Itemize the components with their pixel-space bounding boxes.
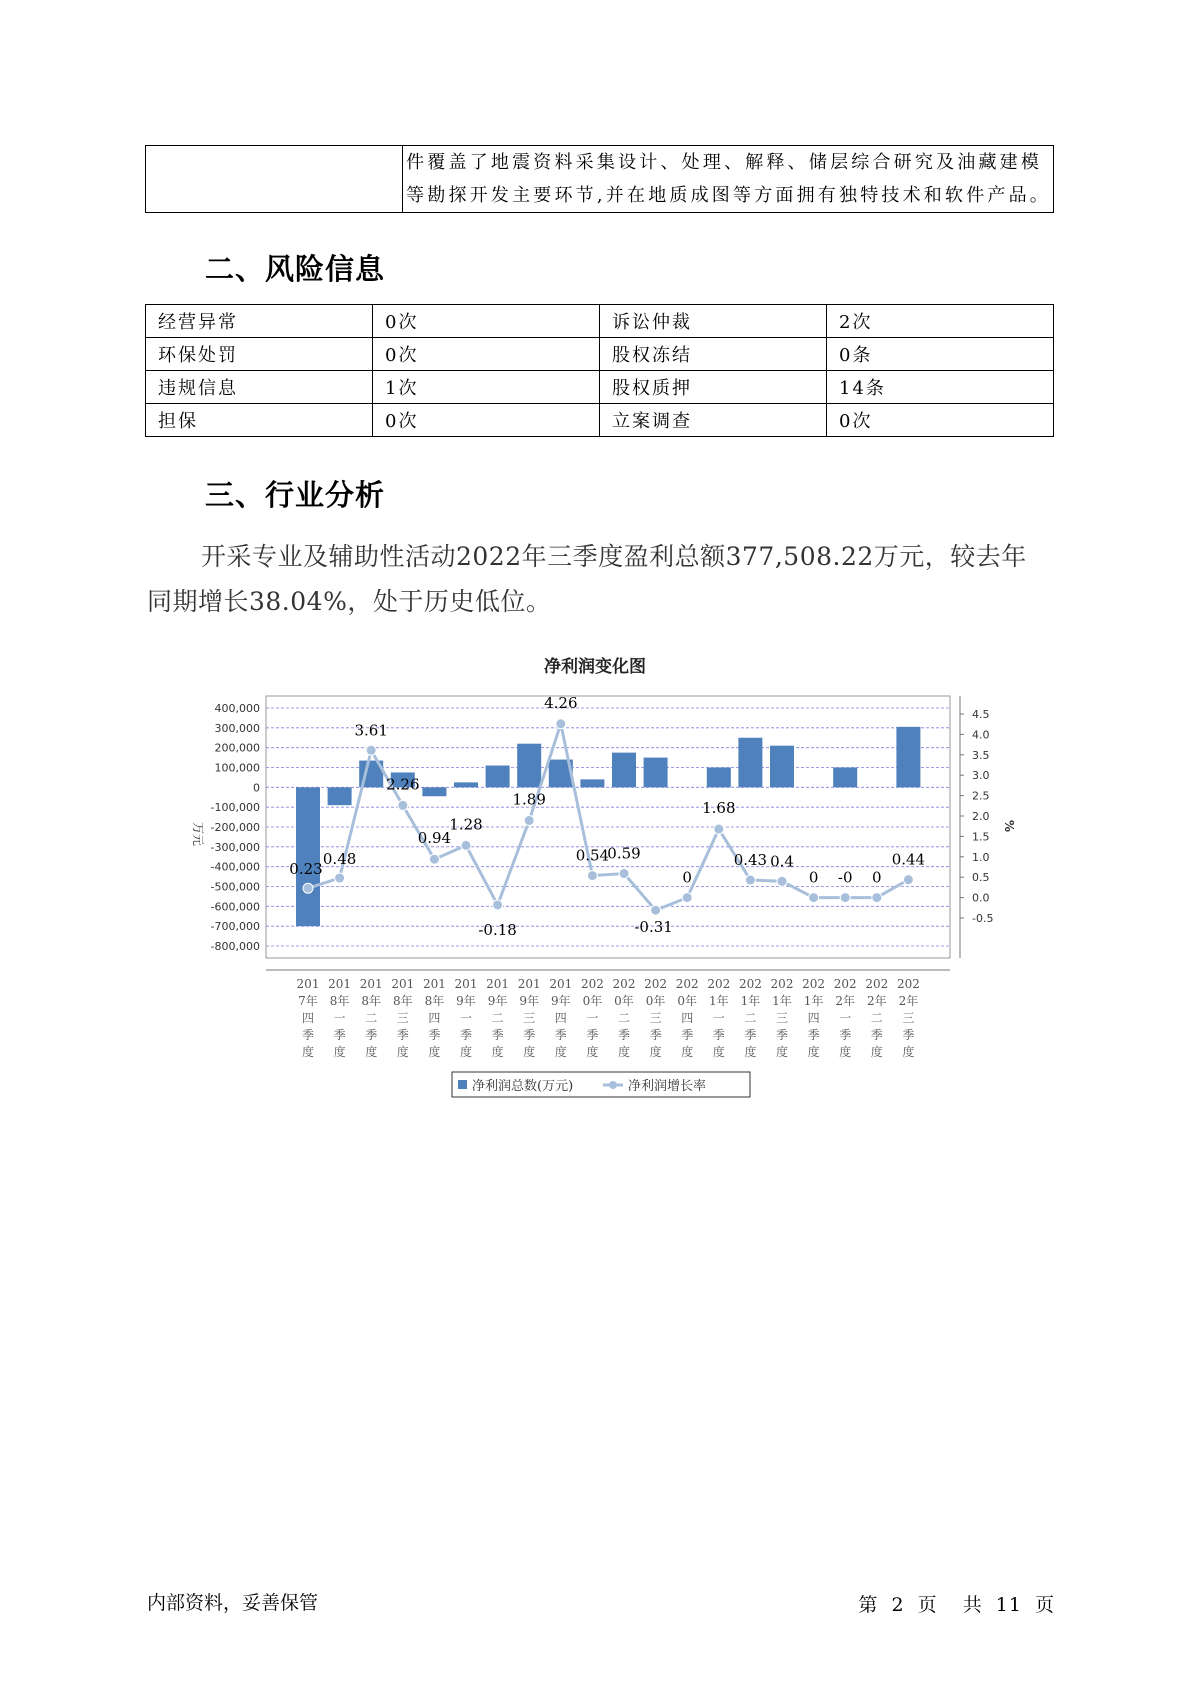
risk-value-cell: 2次: [827, 305, 1054, 338]
bar: [454, 782, 478, 787]
x-tick-label: 季: [491, 1028, 504, 1042]
x-tick-label: 度: [554, 1045, 567, 1059]
x-tick-label: 2年: [835, 994, 856, 1008]
x-tick-label: 202: [644, 977, 668, 991]
x-tick-label: 202: [707, 977, 731, 991]
growth-point: [777, 876, 787, 886]
page-label: 第: [858, 1594, 879, 1616]
x-tick-label: 季: [712, 1028, 725, 1042]
x-tick-label: 季: [459, 1028, 473, 1042]
growth-point: [429, 854, 439, 864]
x-tick-label: 9年: [550, 994, 571, 1008]
bar: [707, 768, 731, 788]
risk-key-cell: 股权质押: [600, 371, 827, 404]
legend-bar-swatch: [458, 1080, 467, 1089]
data-label: -0.18: [478, 920, 517, 939]
growth-point: [461, 840, 471, 850]
data-label: 0.59: [607, 844, 641, 863]
intro-table-text-cell: [403, 146, 1054, 213]
data-label: 0.44: [891, 850, 926, 869]
x-tick-label: 度: [586, 1045, 599, 1059]
x-tick-label: 7年: [298, 994, 318, 1008]
bar: [296, 787, 320, 926]
data-label: 1.68: [702, 799, 736, 818]
y-tick-right: 2.5: [972, 789, 990, 803]
x-tick-label: 二: [744, 1011, 757, 1025]
x-tick-label: 202: [865, 977, 889, 991]
x-tick-label: 三: [523, 1011, 536, 1025]
intro-table-empty-cell: [146, 146, 403, 213]
x-tick-label: 一: [712, 1011, 725, 1025]
data-label: 0.4: [770, 852, 794, 871]
bar: [770, 746, 794, 788]
bar: [644, 758, 668, 788]
y-tick-right: 3.5: [972, 748, 990, 762]
y-tick-left: 200,000: [214, 741, 260, 755]
x-tick-label: 季: [333, 1028, 346, 1042]
x-tick-label: 四: [428, 1011, 441, 1025]
bar: [422, 787, 446, 796]
y-tick-right: 2.0: [972, 810, 990, 823]
x-tick-label: 三: [396, 1011, 409, 1025]
intro-line-2: 等勘探开发主要环节,并在地质成图等方面拥有独特技术和软件产品。: [406, 185, 1051, 206]
growth-point: [714, 824, 724, 834]
legend-line-label: 净利润增长率: [628, 1079, 707, 1094]
x-tick-label: 202: [580, 977, 604, 991]
x-tick-label: 9年: [487, 994, 508, 1008]
y-tick-right: -0.5: [972, 912, 994, 925]
x-tick-label: 季: [902, 1028, 915, 1042]
bar: [328, 787, 352, 805]
x-tick-label: 度: [902, 1045, 915, 1059]
x-tick-label: 202: [802, 977, 826, 991]
growth-point: [493, 900, 503, 910]
x-tick-label: 度: [839, 1045, 852, 1059]
growth-point: [903, 875, 913, 885]
page-num: 2: [891, 1594, 905, 1616]
x-tick-label: 二: [365, 1011, 378, 1025]
x-tick-label: 1年: [803, 994, 824, 1008]
footer-page-number: [852, 1590, 1055, 1617]
growth-point: [398, 800, 408, 810]
x-tick-label: 季: [775, 1028, 789, 1042]
x-tick-label: 1年: [772, 994, 792, 1008]
risk-value-cell: 14条: [827, 371, 1054, 404]
total-label: 共: [962, 1594, 983, 1616]
y-tick-right: 4.5: [972, 708, 990, 721]
x-tick-label: 201: [517, 977, 541, 991]
risk-value-cell: 1次: [373, 371, 600, 404]
y-tick-right: 4.0: [972, 728, 990, 742]
x-tick-label: 季: [617, 1028, 631, 1042]
y-tick-left: 400,000: [214, 702, 260, 715]
x-tick-label: 度: [807, 1045, 820, 1059]
data-label: 0.23: [289, 860, 323, 879]
x-tick-label: 度: [870, 1045, 883, 1059]
section-heading-risk: 二、风险信息: [205, 252, 386, 286]
data-label: 0: [682, 868, 692, 887]
x-tick-label: 0年: [645, 994, 666, 1008]
y-tick-left: -700,000: [210, 920, 260, 934]
x-tick-label: 度: [523, 1045, 536, 1059]
intro-line-1: 件覆盖了地震资料采集设计、处理、解释、储层综合研究及油藏建模: [406, 152, 1043, 173]
x-tick-label: 季: [523, 1028, 536, 1042]
x-tick-label: 四: [301, 1011, 315, 1025]
growth-point: [303, 883, 313, 893]
x-tick-label: 季: [554, 1028, 567, 1042]
x-tick-label: 季: [870, 1028, 883, 1042]
y-tick-right: 0.0: [972, 891, 990, 905]
x-tick-label: 二: [491, 1011, 504, 1025]
x-tick-label: 202: [896, 977, 920, 991]
data-label: 0: [872, 868, 882, 887]
x-tick-label: 度: [301, 1045, 315, 1059]
x-tick-label: 二: [870, 1011, 883, 1025]
net-profit-chart: [180, 648, 1016, 1113]
footer-confidential: 内部资料，妥善保管: [147, 1592, 319, 1614]
growth-point: [366, 745, 376, 755]
data-label: 0.94: [417, 829, 452, 848]
x-tick-label: 季: [649, 1028, 662, 1042]
x-tick-label: 季: [807, 1028, 820, 1042]
x-tick-label: 201: [391, 977, 415, 991]
data-label: 3.61: [354, 721, 388, 740]
y-tick-left: -400,000: [210, 860, 260, 874]
x-tick-label: 0年: [677, 994, 698, 1008]
x-tick-label: 201: [549, 977, 573, 991]
x-tick-label: 8年: [361, 994, 382, 1008]
x-tick-label: 201: [486, 977, 510, 991]
x-tick-label: 度: [649, 1045, 662, 1059]
page-unit: 页: [917, 1594, 938, 1616]
data-label: 0.43: [733, 851, 768, 870]
x-tick-label: 二: [617, 1011, 631, 1025]
x-tick-label: 202: [675, 977, 699, 991]
x-tick-label: 度: [681, 1045, 694, 1059]
bar: [580, 779, 604, 787]
risk-key-cell: 违规信息: [146, 371, 373, 404]
y-axis-label-left: 万元: [191, 821, 205, 847]
y-tick-left: 100,000: [214, 761, 260, 775]
x-tick-label: 202: [833, 977, 857, 991]
x-tick-label: 四: [807, 1011, 820, 1025]
y-tick-right: 3.0: [972, 769, 990, 783]
y-tick-left: -300,000: [210, 840, 260, 854]
data-label: 2.26: [386, 775, 420, 794]
x-tick-label: 季: [428, 1028, 441, 1042]
risk-table: [145, 304, 1054, 437]
x-tick-label: 季: [396, 1028, 409, 1042]
data-label: 0.54: [575, 846, 610, 865]
x-tick-label: 季: [365, 1028, 378, 1042]
x-tick-label: 1年: [740, 994, 761, 1008]
growth-point: [335, 873, 345, 883]
x-tick-label: 201: [328, 977, 352, 991]
risk-value-cell: 0条: [827, 338, 1054, 371]
data-label: 0.48: [322, 850, 357, 869]
y-tick-left: 300,000: [214, 721, 260, 735]
risk-key-cell: 经营异常: [146, 305, 373, 338]
x-tick-label: 202: [612, 977, 636, 991]
x-tick-label: 度: [491, 1045, 504, 1059]
x-tick-label: 季: [744, 1028, 757, 1042]
total-unit: 页: [1034, 1594, 1055, 1616]
x-tick-label: 2年: [898, 994, 919, 1008]
x-tick-label: 四: [554, 1011, 567, 1025]
growth-point: [840, 893, 850, 903]
x-tick-label: 度: [396, 1045, 409, 1059]
x-tick-label: 8年: [329, 994, 350, 1008]
x-tick-label: 201: [359, 977, 383, 991]
x-tick-label: 0年: [614, 994, 634, 1008]
bar: [896, 727, 920, 787]
risk-key-cell: 股权冻结: [600, 338, 827, 371]
growth-point: [682, 893, 692, 903]
growth-point: [587, 871, 597, 881]
bar: [486, 766, 510, 788]
x-tick-label: 季: [839, 1028, 852, 1042]
x-tick-label: 度: [333, 1045, 346, 1059]
risk-row: [146, 305, 1054, 338]
legend-bar-label: 净利润总数(万元): [472, 1079, 574, 1094]
x-tick-label: 季: [681, 1028, 694, 1042]
x-tick-label: 一: [586, 1011, 599, 1025]
y-tick-left: -600,000: [210, 900, 260, 914]
bar: [612, 753, 636, 788]
x-tick-label: 0年: [582, 994, 603, 1008]
x-tick-label: 度: [617, 1045, 631, 1059]
x-tick-label: 四: [681, 1011, 694, 1025]
x-tick-label: 8年: [392, 994, 413, 1008]
risk-value-cell: 0次: [373, 404, 600, 437]
x-tick-label: 8年: [424, 994, 445, 1008]
y-axis-label-right: %: [1002, 819, 1016, 833]
data-label: 1.28: [449, 815, 483, 834]
risk-row: [146, 404, 1054, 437]
y-tick-left: -800,000: [210, 940, 260, 953]
data-label: 1.89: [512, 790, 546, 809]
risk-key-cell: 担保: [146, 404, 373, 437]
bar: [517, 744, 541, 788]
y-tick-left: -200,000: [210, 821, 260, 834]
y-tick-right: 0.5: [972, 871, 990, 885]
bar: [738, 738, 762, 788]
x-tick-label: 度: [365, 1045, 378, 1059]
growth-point: [809, 893, 819, 903]
bar: [833, 768, 857, 788]
growth-point: [872, 893, 882, 903]
risk-value-cell: 0次: [373, 338, 600, 371]
x-tick-label: 201: [296, 977, 320, 991]
risk-key-cell: 环保处罚: [146, 338, 373, 371]
risk-value-cell: 0次: [373, 305, 600, 338]
data-label: -0: [837, 868, 853, 887]
x-tick-label: 度: [459, 1045, 473, 1059]
risk-row: [146, 338, 1054, 371]
risk-key-cell: 立案调查: [600, 404, 827, 437]
chart-svg: [180, 648, 1016, 1113]
total-num: 11: [995, 1594, 1022, 1616]
industry-paragraph: 开采专业及辅助性活动2022年三季度盈利总额377,508.22万元，较去年同期增长38.04%，处于历史低位。: [147, 542, 1027, 616]
data-label: 4.26: [544, 693, 578, 712]
risk-key-cell: 诉讼仲裁: [600, 305, 827, 338]
x-tick-label: 一: [839, 1011, 852, 1025]
y-tick-right: 1.5: [972, 830, 990, 844]
y-tick-left: -100,000: [210, 801, 260, 815]
growth-point: [745, 875, 755, 885]
x-tick-label: 1年: [708, 994, 729, 1008]
x-tick-label: 201: [422, 977, 446, 991]
intro-table: [145, 145, 1054, 213]
growth-point: [524, 815, 534, 825]
growth-point: [619, 869, 629, 879]
data-label: 0: [808, 868, 819, 887]
x-tick-label: 三: [902, 1011, 915, 1025]
x-tick-label: 9年: [456, 994, 476, 1008]
x-tick-label: 三: [649, 1011, 662, 1025]
growth-point: [651, 905, 661, 915]
risk-row: [146, 371, 1054, 404]
x-tick-label: 202: [738, 977, 762, 991]
y-tick-right: 1.0: [972, 850, 990, 864]
x-tick-label: 季: [586, 1028, 599, 1042]
x-tick-label: 2年: [866, 994, 887, 1008]
section-heading-industry: 三、行业分析: [205, 478, 386, 512]
y-tick-left: 0: [253, 781, 260, 795]
growth-point: [556, 719, 566, 729]
chart-title: 净利润变化图: [544, 657, 646, 677]
x-tick-label: 季: [301, 1028, 315, 1042]
x-tick-label: 度: [428, 1045, 441, 1059]
x-tick-label: 9年: [519, 994, 540, 1008]
x-tick-label: 一: [459, 1011, 473, 1025]
risk-value-cell: 0次: [827, 404, 1054, 437]
x-tick-label: 201: [454, 977, 478, 991]
y-tick-left: -500,000: [210, 880, 260, 894]
x-tick-label: 三: [775, 1011, 789, 1025]
legend-line-marker: [609, 1081, 617, 1089]
x-tick-label: 度: [744, 1045, 757, 1059]
x-tick-label: 202: [770, 977, 794, 991]
x-tick-label: 度: [712, 1045, 725, 1059]
data-label: -0.31: [634, 918, 673, 937]
x-tick-label: 度: [775, 1045, 789, 1059]
x-tick-label: 一: [333, 1011, 346, 1025]
